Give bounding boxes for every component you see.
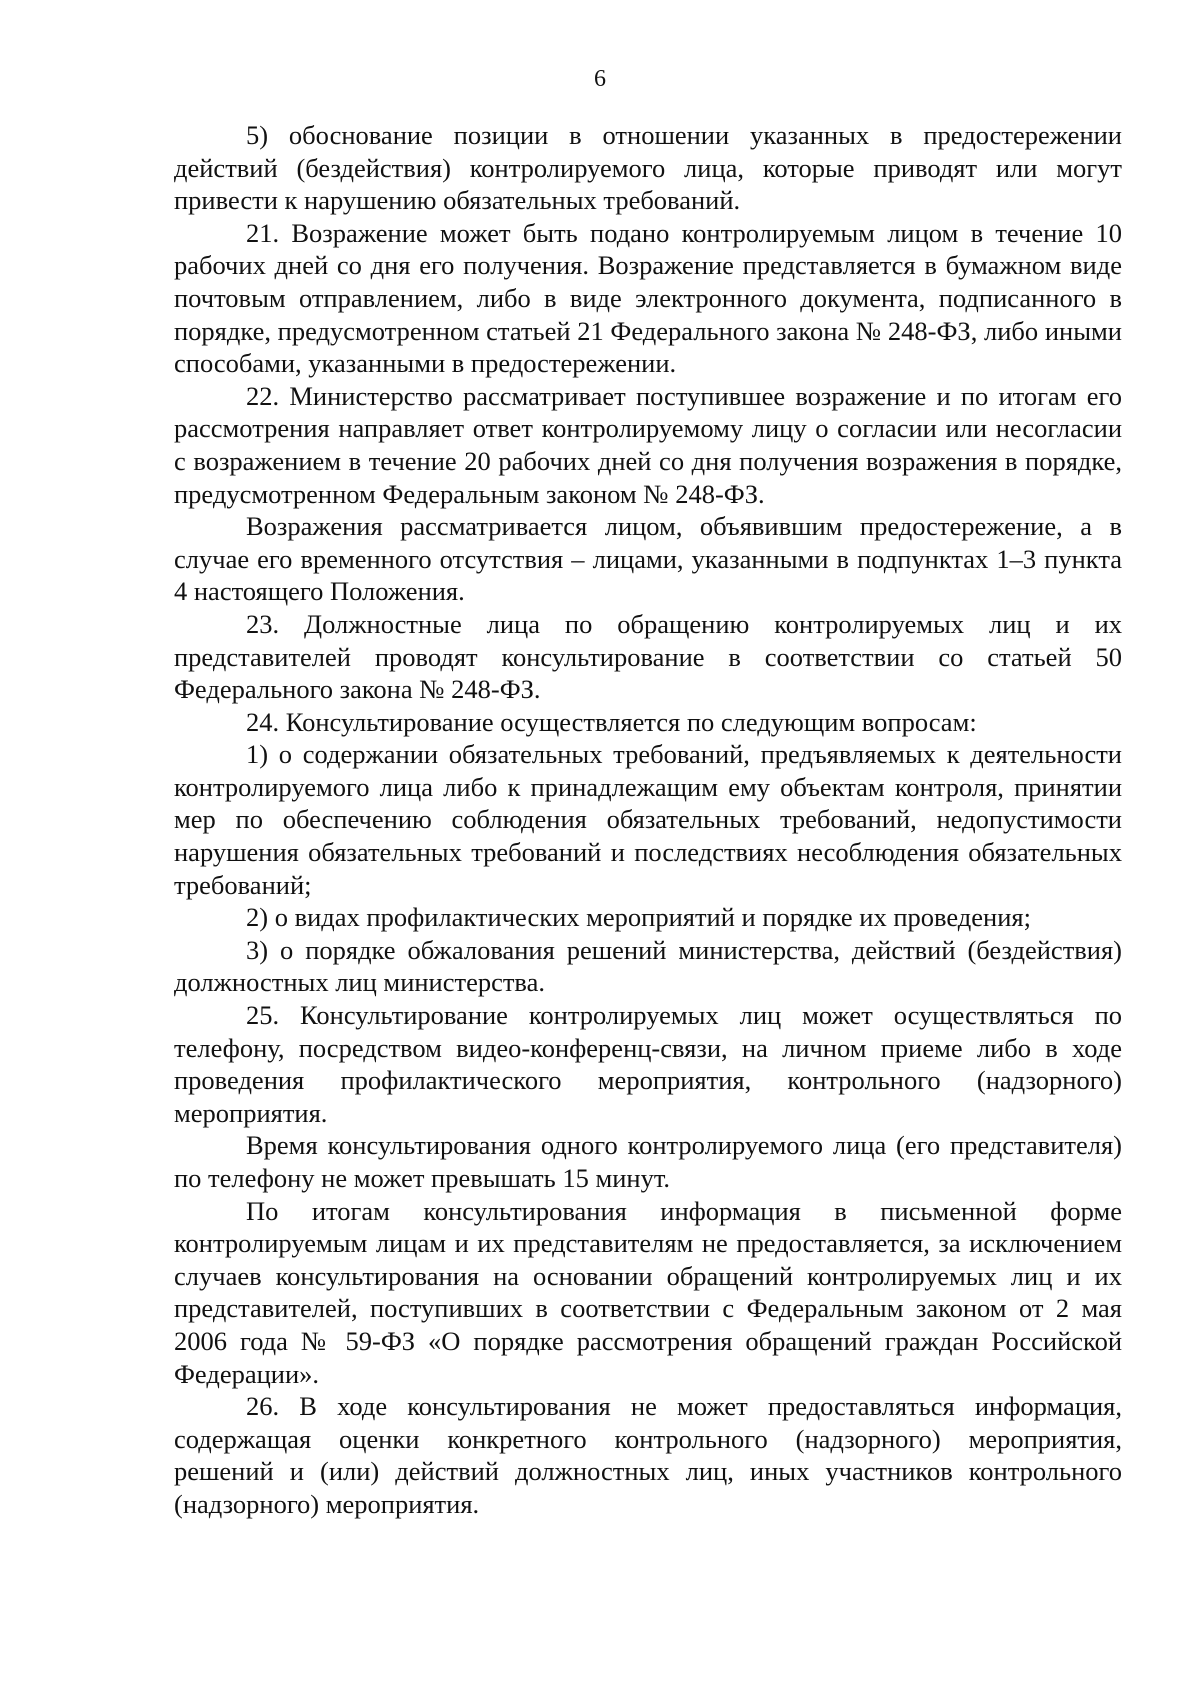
paragraph-22: 22. Министерство рассматривает поступившее возражение и по итогам его рассмотрения направляет ответ контролируемому лицу о согласии или несогласии с возражением в течение 20 рабочих дней со дня получения возражения в порядке, предусмотренном Федеральным законом № 248-ФЗ. [174, 380, 1122, 509]
paragraph-24-item-2: 2) о видах профилактических мероприятий и порядке их проведения; [246, 902, 1031, 933]
paragraph-23: 23. Должностные лица по обращению контролируемых лиц и их представителей проводят консультирование в соответствии со статьей 50 Федерального закона № 248-ФЗ. [174, 608, 1122, 705]
paragraph-24: 24. Консультирование осуществляется по следующим вопросам: [246, 706, 977, 737]
page-number: 6 [594, 66, 606, 92]
paragraph-21: 21. Возражение может быть подано контролируемым лицом в течение 10 рабочих дней со дня его получения. Возражение представляется в бумажном виде почтовым отправлением, либо в виде электронного документа, подписанного в порядке, предусмотренном статьей 21 Федерального закона № 248-ФЗ, либо иными способами, указанными в предостережении. [174, 217, 1122, 379]
document-body [174, 119, 1122, 1521]
paragraph-24-item-1: 1) о содержании обязательных требований, предъявляемых к деятельности контролируемого лица либо к принадлежащим ему объектам контроля, принятии мер по обеспечению соблюдения обязательных требований, недопустимости нарушения обязательных требований и последствиях несоблюдения обязательных требований; [174, 739, 1122, 900]
paragraph-22-continuation: Возражения рассматривается лицом, объявившим предостережение, а в случае его временного отсутствия – лицами, указанными в подпунктах 1–3 пункта 4 настоящего Положения. [174, 511, 1122, 607]
paragraph-25-time-limit: Время консультирования одного контролируемого лица (его представителя) по телефону не может превышать 15 минут. [174, 1130, 1122, 1193]
paragraph-26: 26. В ходе консультирования не может предоставляться информация, содержащая оценки конкретного контрольного (надзорного) мероприятия, решений и (или) действий должностных лиц, иных участников контрольного (надзорного) мероприятия. [174, 1391, 1122, 1519]
paragraph-25: 25. Консультирование контролируемых лиц может осуществляться по телефону, посредством видео-конференц-связи, на личном приеме либо в ходе проведения профилактического мероприятия, контрольного (надзорного) мероприятия. [174, 1000, 1122, 1128]
paragraph-25-written-info: По итогам консультирования информация в письменной форме контролируемым лицам и их представителям не предоставляется, за исключением случаев консультирования на основании обращений контролируемых лиц и их представителей, поступивших в соответствии с Федеральным законом от 2 мая 2006 года № 59-ФЗ «О порядке рассмотрения обращений граждан Российской Федерации». [174, 1195, 1122, 1389]
paragraph-item-5: 5) обоснование позиции в отношении указанных в предостережении действий (бездействия) контролируемого лица, которые приводят или могут привести к нарушению обязательных требований. [174, 120, 1122, 216]
paragraph-24-item-3: 3) о порядке обжалования решений министерства, действий (бездействия) должностных лиц министерства. [174, 934, 1122, 998]
